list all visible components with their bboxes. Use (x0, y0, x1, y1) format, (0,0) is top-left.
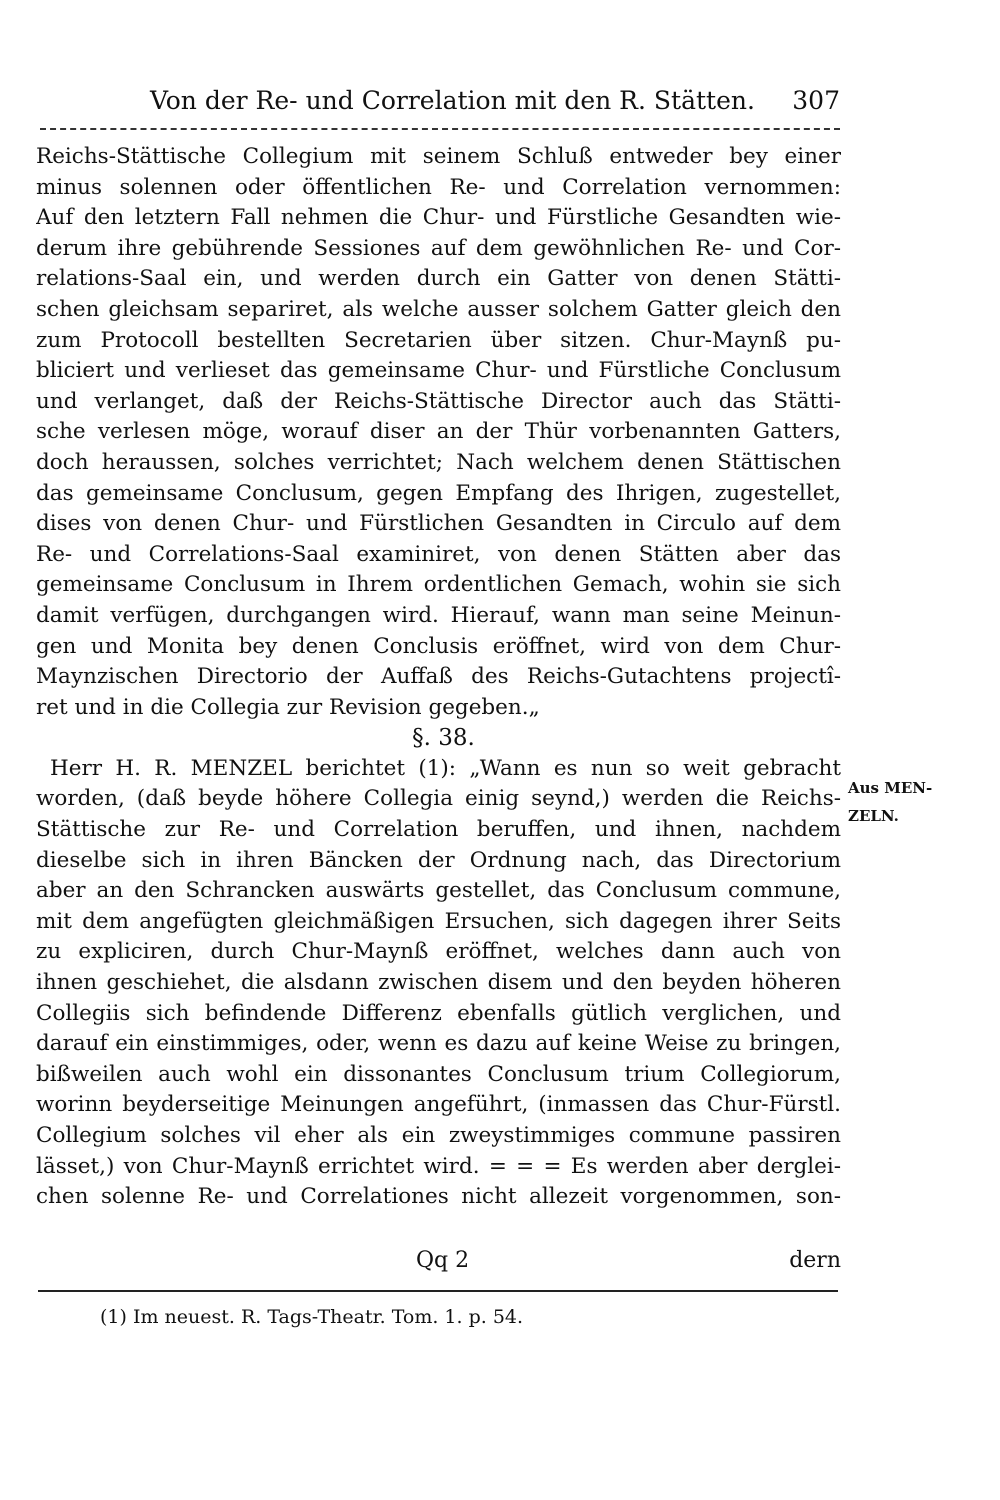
page-number: 307 (792, 86, 840, 115)
text-line: Herr H. R. MENZEL berichtet (1): „Wann es nun so weit gebracht (50, 755, 841, 781)
text-line: Reichs-Stättische Collegium mit seinem Schluß entweder bey einer (36, 144, 841, 169)
margin-note-line: ZELN. (848, 807, 899, 825)
main-text (36, 142, 841, 1213)
text-line: Collegium solches vil eher als ein zweystimmiges commune passiren (36, 1123, 841, 1148)
text-line: derum ihre gebührende Sessiones auf dem gewöhnlichen Re- und Cor- (36, 235, 841, 261)
text-line: gemeinsame Conclusum in Ihrem ordentlichen Gemach, wohin sie sich (36, 572, 841, 598)
text-line: doch heraussen, solches verrichtet; Nach welchem denen Stättischen (36, 449, 841, 475)
text-line: chen solenne Re- und Correlationes nicht allezeit vorgenommen, son- (36, 1184, 841, 1210)
text-line: Maynzischen Directorio der Auffaß des Reichs-Gutachtens projectî- (36, 664, 841, 690)
text-line: worinn beyderseitige Meinungen angeführt, (inmassen das Chur-Fürstl. (36, 1092, 841, 1118)
text-line: sche verlesen möge, worauf diser an der Thür vorbenannten Gatters, (36, 419, 841, 445)
margin-note (848, 774, 958, 830)
text-line: Re- und Correlations-Saal examiniret, von denen Stätten aber das (36, 541, 841, 567)
text-line: zu expliciren, durch Chur-Maynß eröffnet, welches dann auch von (36, 939, 841, 965)
text-line: lässet,) von Chur-Maynß errichtet wird. = = = Es werden aber derglei- (36, 1153, 841, 1179)
text-line: Collegiis sich befindende Differenz ebenfalls gütlich verglichen, und (36, 1000, 841, 1026)
text-line: und verlanget, daß der Reichs-Stättische Director auch das Stätti- (36, 388, 841, 414)
text-line: Stättische zur Re- und Correlation beruffen, und ihnen, nachdem (36, 817, 841, 843)
text-line: bißweilen auch wohl ein dissonantes Conclusum trium Collegiorum, (36, 1061, 841, 1087)
signature-mark: Qq 2 (416, 1248, 470, 1273)
header-rule (40, 128, 840, 130)
running-title: Von der Re- und Correlation mit den R. Stätten. (150, 86, 755, 115)
text-line: dieselbe sich in ihren Bäncken der Ordnung nach, das Directorium (36, 847, 841, 873)
catchword: dern (789, 1248, 841, 1273)
text-line: schen gleichsam separiret, als welche ausser solchem Gatter gleich den (36, 296, 841, 322)
text-line: mit dem angefügten gleichmäßigen Ersuchen, sich dagegen ihrer Seits (36, 908, 841, 934)
footnote: (1) Im neuest. R. Tags-Theatr. Tom. 1. p. 54. (100, 1306, 524, 1328)
section-heading: §. 38. (412, 725, 475, 752)
text-line: ret und in die Collegia zur Revision gegeben.„ (36, 694, 540, 720)
text-line: dises von denen Chur- und Fürstlichen Gesandten in Circulo auf dem (36, 511, 841, 537)
text-line: ihnen geschiehet, die alsdann zwischen disem und den beyden höheren (36, 970, 841, 996)
text-line: minus solennen oder öffentlichen Re- und Correlation vernommen: (36, 174, 841, 200)
text-line: gen und Monita bey denen Conclusis eröffnet, wird von dem Chur- (36, 633, 841, 659)
text-line: aber an den Schrancken auswärts gestellet, das Conclusum commune, (36, 878, 841, 904)
text-line: damit verfügen, durchgangen wird. Hierauf, wann man seine Meinun- (36, 602, 841, 628)
signature-line (36, 1248, 841, 1278)
text-line: relations-Saal ein, und werden durch ein Gatter von denen Stätti- (36, 266, 841, 292)
text-line: das gemeinsame Conclusum, gegen Empfang des Ihrigen, zugestellet, (36, 480, 841, 506)
text-line: worden, (daß beyde höhere Collegia einig seynd,) werden die Reichs- (36, 786, 841, 812)
text-line: Auf den letztern Fall nehmen die Chur- und Fürstliche Gesandten wie- (36, 205, 841, 231)
margin-note-line: Aus MEN- (848, 779, 933, 797)
footnote-rule (38, 1290, 838, 1292)
text-line: zum Protocoll bestellten Secretarien über sitzen. Chur-Maynß pu- (36, 327, 841, 353)
text-line: darauf ein einstimmiges, oder, wenn es dazu auf keine Weise zu bringen, (36, 1031, 841, 1057)
running-header (150, 86, 840, 122)
text-line: bliciert und verlieset das gemeinsame Chur- und Fürstliche Conclusum (36, 358, 841, 384)
